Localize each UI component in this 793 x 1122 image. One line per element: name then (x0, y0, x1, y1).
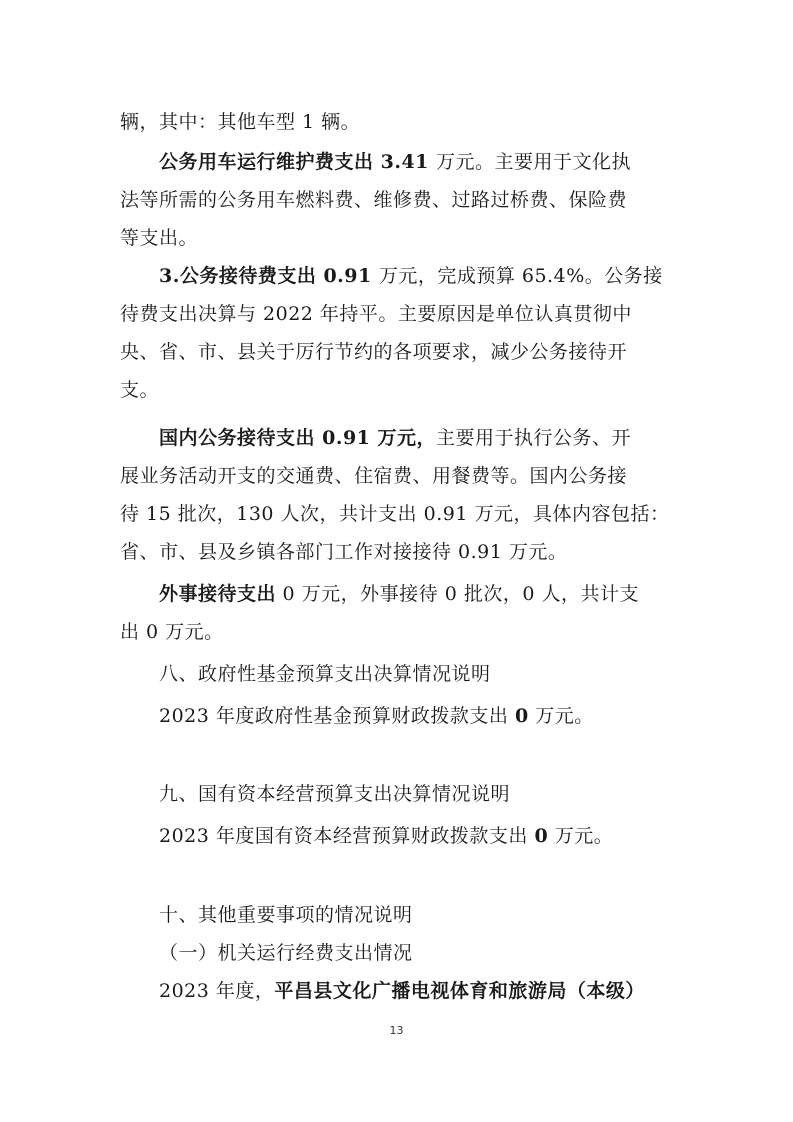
section-heading-8: 八、政府性基金预算支出决算情况说明 (159, 663, 491, 685)
paragraph-line: 法等所需的公务用车燃料费、维修费、过路过桥费、保险费 (120, 189, 628, 211)
paragraph-line: 展业务活动开支的交通费、住宿费、用餐费等。国内公务接 (120, 465, 628, 487)
paragraph-line: 省、市、县及乡镇各部门工作对接接待 0.91 万元。 (120, 541, 568, 563)
line-text: 万元，完成预算 65.4%。公务接 (378, 265, 663, 287)
line-text: 2023 年度国有资本经营预算财政拨款支出 (159, 825, 535, 847)
paragraph-line: 支。 (120, 379, 160, 401)
paragraph-line: 等支出。 (120, 227, 199, 249)
paragraph-line (159, 426, 631, 450)
paragraph-line (159, 979, 645, 1003)
line-text: 2023 年度政府性基金预算财政拨款支出 (159, 705, 515, 727)
paragraph-line: 待 15 批次，130 人次，共计支出 0.91 万元，具体内容包括： (120, 503, 670, 525)
section-heading-9: 九、国有资本经营预算支出决算情况说明 (159, 783, 511, 805)
bold-lead: 国内公务接待支出 0.91 万元， (159, 427, 437, 449)
subsection-heading: （一）机关运行经费支出情况 (159, 942, 413, 964)
paragraph-line (159, 582, 639, 606)
paragraph-line (159, 150, 631, 174)
paragraph-line: 辆，其中：其他车型 1 辆。 (120, 111, 361, 133)
paragraph-line: 央、省、市、县关于厉行节约的各项要求，减少公务接待开 (120, 341, 628, 363)
bold-value: 0 (534, 825, 549, 847)
bold-lead: 公务用车运行维护费支出 3.41 (159, 151, 437, 173)
paragraph-line (159, 264, 663, 288)
paragraph-line: 出 0 万元。 (120, 621, 224, 643)
line-text: 主要用于执行公务、开 (436, 427, 632, 449)
line-text: 万元。主要用于文化执 (436, 151, 632, 173)
line-text: 万元。 (528, 705, 594, 727)
bold-lead: 外事接待支出 (159, 583, 277, 605)
page-number: 13 (389, 1024, 404, 1037)
section-heading-10: 十、其他重要事项的情况说明 (159, 904, 413, 926)
paragraph-line (159, 824, 613, 848)
paragraph-line: 待费支出决算与 2022 年持平。主要原因是单位认真贯彻中 (120, 303, 632, 325)
bold-value: 0 (514, 705, 529, 727)
bold-lead: 平昌县文化广播电视体育和旅游局（本级） (274, 980, 645, 1002)
line-text: 0 万元，外事接待 0 批次，0 人，共计支 (276, 583, 639, 605)
line-text: 2023 年度， (159, 980, 275, 1002)
line-text: 万元。 (548, 825, 614, 847)
paragraph-line (159, 704, 594, 728)
bold-lead: 3.公务接待费支出 0.91 (159, 265, 379, 287)
